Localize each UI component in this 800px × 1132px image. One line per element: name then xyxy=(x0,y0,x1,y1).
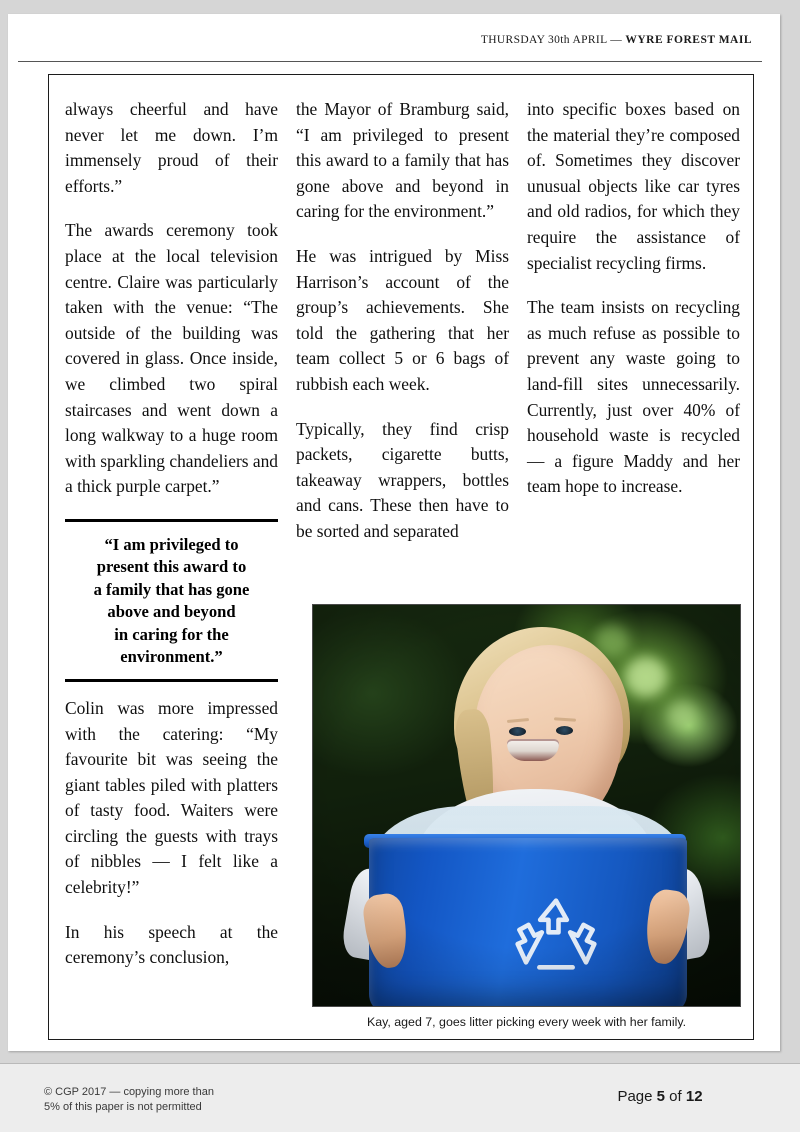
footer-page-number: 5 xyxy=(656,1088,665,1105)
pull-quote-rule-top xyxy=(65,519,278,522)
paragraph: The team insists on recycling as much refuse as possible to prevent any waste going to land-fill sites unnecessarily. Currently, just over 40% of household waste is recycled — a figure Maddy and her team hope to increase. xyxy=(527,297,740,497)
photo-bokeh-highlight xyxy=(625,657,667,697)
footer-copyright-line-2: 5% of this paper is not permitted xyxy=(44,1101,202,1113)
pull-quote-line: environment.” xyxy=(120,647,223,667)
article-photo xyxy=(312,604,741,1007)
article-photo-block xyxy=(312,604,741,1029)
running-head-separator: — xyxy=(610,34,623,46)
pull-quote-line: present this award to xyxy=(96,557,247,577)
running-head-date: THURSDAY 30th APRIL xyxy=(480,34,608,46)
paragraph: the Mayor of Bramburg said, “I am privileged to present this award to a family that has gone above and beyond in caring for the environment.” xyxy=(296,99,509,222)
recycling-symbol-icon xyxy=(514,894,598,974)
pull-quote-line: in caring for the xyxy=(114,624,229,644)
footer-page-of: of xyxy=(669,1088,682,1105)
paragraph: The awards ceremony took place at the local television centre. Claire was particularly taken with the venue: “The outside of the building was covered in glass. Once inside, we climbed two spiral staircases and went down a long walkway to a huge room with sparkling chandeliers and a thick purple carpet.” xyxy=(65,220,278,497)
paper-sheet xyxy=(8,14,780,1051)
paragraph: He was intrigued by Miss Harrison’s account of the group’s achievements. She told the gathering that her team collect 5 or 6 bags of rubbish each week. xyxy=(296,245,509,394)
pull-quote-line: above and beyond xyxy=(107,602,236,622)
article-columns xyxy=(65,97,741,1027)
paragraph: Typically, they find crisp packets, cigarette butts, takeaway wrappers, bottles and cans. These then have to be sorted and separated xyxy=(296,418,509,541)
pull-quote-line: a family that has gone xyxy=(93,579,250,599)
pull-quote-rule-bottom xyxy=(65,679,278,682)
article-column-2 xyxy=(296,97,509,545)
footer-page-total: 12 xyxy=(685,1088,703,1105)
footer-page-prefix: Page xyxy=(617,1088,653,1105)
paragraph: into specific boxes based on the material they’re composed of. Sometimes they discover unusual objects like car tyres and old radios, for which they require the assistance of specialist recycling firms. xyxy=(527,99,740,273)
article-column-3 xyxy=(527,97,740,500)
running-head-masthead: WYRE FOREST MAIL xyxy=(625,34,752,46)
running-head xyxy=(8,34,752,46)
pull-quote-text xyxy=(65,534,278,669)
photo-caption: Kay, aged 7, goes litter picking every week with her family. xyxy=(366,1015,687,1029)
article-content-box xyxy=(48,74,754,1040)
footer-page-indicator xyxy=(560,1088,760,1105)
footer-copyright-line-1: © CGP 2017 — copying more than xyxy=(44,1086,214,1098)
pull-quote-line: “I am privileged to xyxy=(104,534,239,554)
footer-copyright xyxy=(44,1085,214,1115)
paragraph: always cheerful and have never let me down. I’m immensely proud of their efforts.” xyxy=(65,99,278,196)
paragraph: In his speech at the ceremony’s conclusion, xyxy=(65,921,278,968)
pull-quote xyxy=(65,519,278,682)
article-column-1 xyxy=(65,97,278,971)
paragraph: Colin was more impressed with the catering: “My favourite bit was seeing the giant tables piled with platters of tasty food. Waiters were circling the guests with trays of nibbles — I felt like a celebrity!” xyxy=(65,697,278,898)
header-divider xyxy=(18,61,762,62)
